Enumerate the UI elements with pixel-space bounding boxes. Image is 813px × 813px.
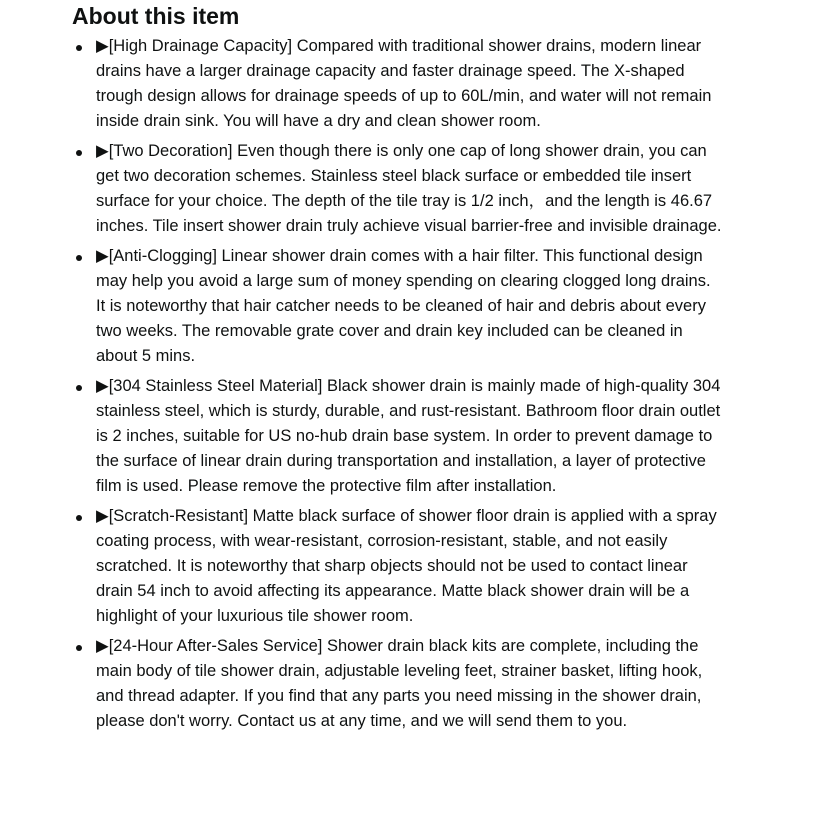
feature-bullet-text: ▶[24-Hour After-Sales Service] Shower drain black kits are complete, including the main body of tile shower drain, adjustable leveling feet, strainer basket, lifting hook, and thread adapter. If you find that any parts you need missing in the shower drain, please don't worry. Contact us at any time, and we will send them to you. <box>96 637 703 730</box>
about-this-item-section <box>72 0 722 739</box>
bullet-dot-icon <box>76 255 82 261</box>
feature-bullet-text: ▶[Scratch-Resistant] Matte black surface of shower floor drain is applied with a spray coating process, with wear-resistant, corrosion-resistant, stable, and not easily scratched. It is noteworthy that sharp objects should not be used to contact linear drain 54 inch to avoid affecting its appearance. Matte black shower drain will be a highlight of your luxurious tile shower room. <box>96 507 717 625</box>
bullet-dot-icon <box>76 515 82 521</box>
feature-bullet-item <box>72 139 722 239</box>
feature-bullet-text: ▶[Two Decoration] Even though there is only one cap of long shower drain, you can get two decoration schemes. Stainless steel black surface or embedded tile insert surface for your choice. The depth of the tile tray is 1/2 inch，and the length is 46.67 inches. Tile insert shower drain truly achieve visual barrier-free and invisible drainage. <box>96 142 722 235</box>
bullet-dot-icon <box>76 385 82 391</box>
feature-bullet-item <box>72 374 722 499</box>
feature-bullet-item <box>72 504 722 629</box>
feature-bullet-item <box>72 634 722 734</box>
feature-bullet-item <box>72 244 722 369</box>
section-title: About this item <box>72 3 240 29</box>
feature-bullet-list <box>72 34 722 734</box>
feature-bullet-item <box>72 34 722 134</box>
bullet-dot-icon <box>76 150 82 156</box>
bullet-dot-icon <box>76 645 82 651</box>
feature-bullet-text: ▶[High Drainage Capacity] Compared with traditional shower drains, modern linear drains have a larger drainage capacity and faster drainage speed. The X-shaped trough design allows for drainage speeds of up to 60L/min, and water will not remain inside drain sink. You will have a dry and clean shower room. <box>96 37 712 130</box>
feature-bullet-text: ▶[304 Stainless Steel Material] Black shower drain is mainly made of high-quality 304 stainless steel, which is sturdy, durable, and rust-resistant. Bathroom floor drain outlet is 2 inches, suitable for US no-hub drain base system. In order to prevent damage to the surface of linear drain during transportation and installation, a layer of protective film is used. Please remove the protective film after installation. <box>96 377 721 495</box>
feature-bullet-text: ▶[Anti-Clogging] Linear shower drain comes with a hair filter. This functional design may help you avoid a large sum of money spending on clearing clogged long drains. It is noteworthy that hair catcher needs to be cleaned of hair and debris about every two weeks. The removable grate cover and drain key included can be cleaned in about 5 mins. <box>96 247 711 365</box>
bullet-dot-icon <box>76 45 82 51</box>
